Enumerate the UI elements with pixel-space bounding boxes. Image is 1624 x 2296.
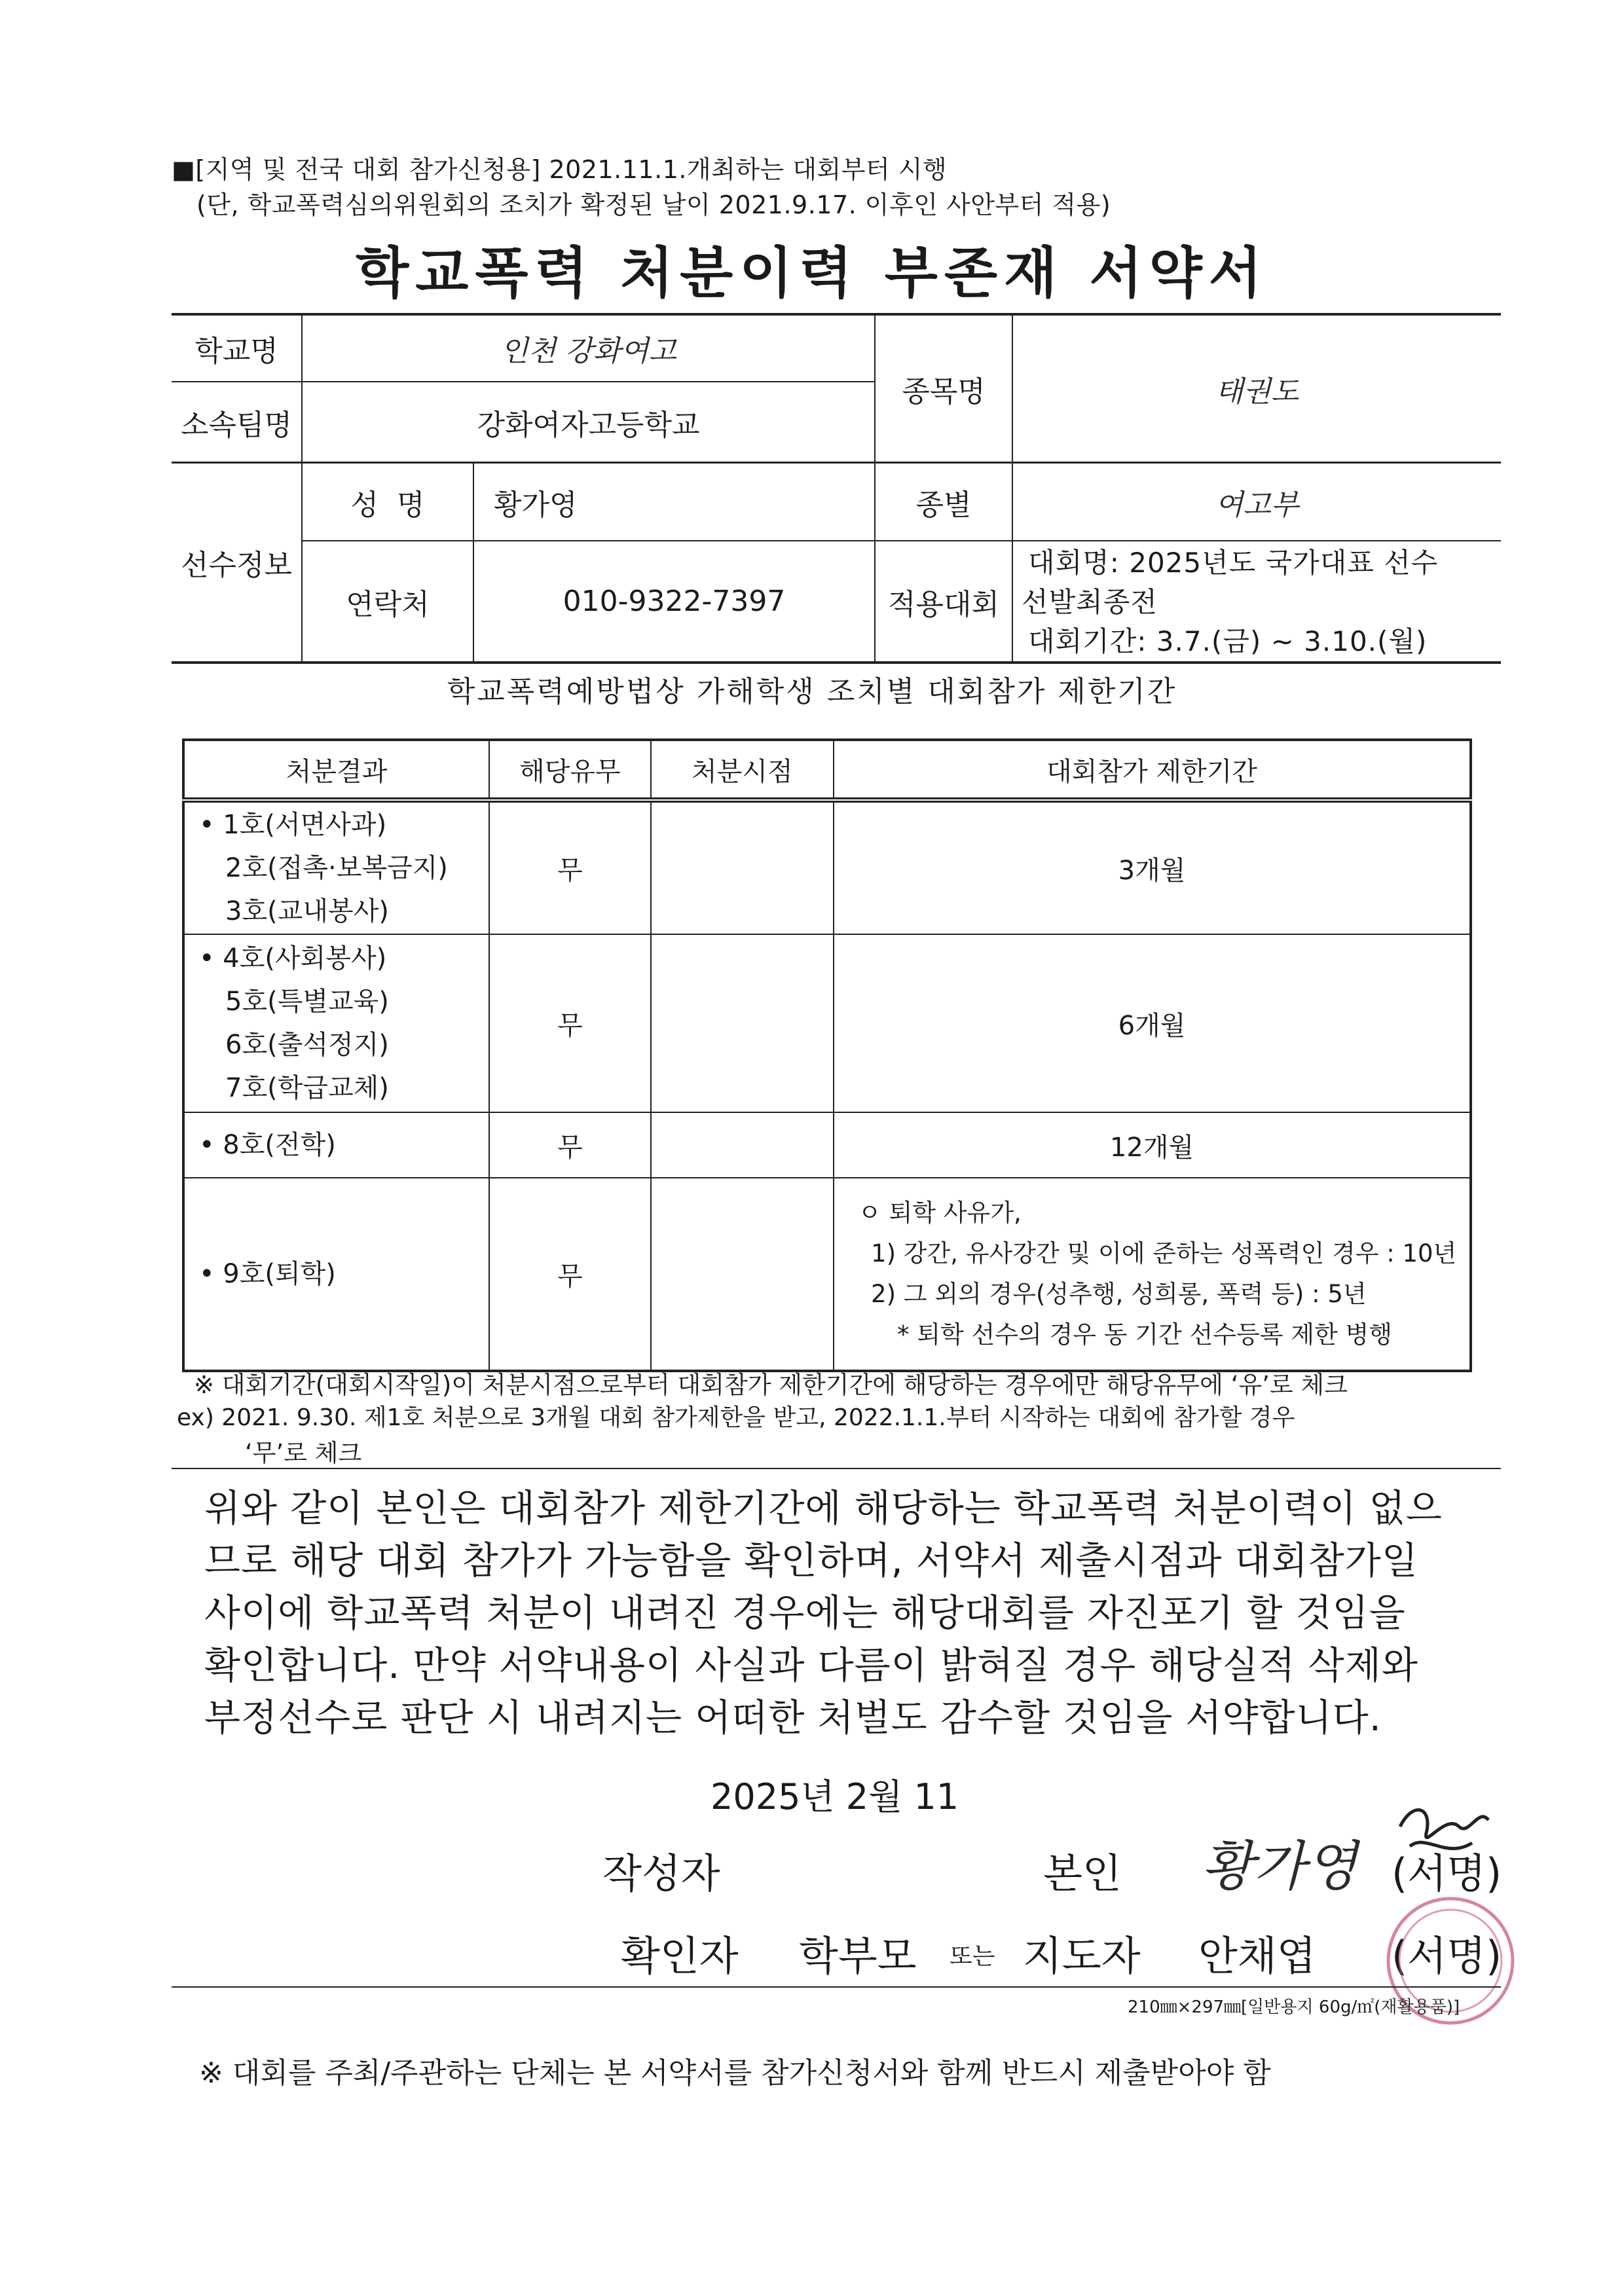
header-limit: 대회참가 제한기간 xyxy=(834,740,1471,800)
limit-cell: 12개월 xyxy=(834,1112,1471,1178)
table-note-1: ※ 대회기간(대회시작일)이 처분시점으로부터 대회참가 제한기간에 해당하는 경우에만 해당유무에 ‘유’로 체크 xyxy=(194,1371,1348,1399)
applicable-cell: 무 xyxy=(489,1178,650,1371)
limit-detail-line: 1) 강간, 유사강간 및 이에 준하는 성폭력인 경우 : 10년 xyxy=(871,1239,1457,1267)
applicable-cell: 무 xyxy=(489,800,650,934)
limit-detail-line: 2) 그 외의 경우(성추행, 성희롱, 폭력 등) : 5년 xyxy=(871,1280,1367,1308)
school-label: 학교명 xyxy=(194,335,278,368)
applicable-cell: 무 xyxy=(489,1112,650,1178)
time-cell xyxy=(651,1178,834,1371)
pledge-line: 위와 같이 본인은 대회참가 제한기간에 해당하는 학교폭력 처분이력이 없으 xyxy=(204,1487,1443,1530)
divider xyxy=(172,1468,1501,1469)
time-cell xyxy=(651,800,834,934)
pledge-line: 므로 해당 대회 참가가 가능함을 확인하며, 서약서 제출시점과 대회참가일 xyxy=(204,1539,1418,1582)
category-label: 종별 xyxy=(915,488,972,522)
divider xyxy=(172,1986,1501,1988)
pledge-line: 확인합니다. 만약 서약내용이 사실과 다름이 밝혀질 경우 해당실적 삭제와 xyxy=(204,1644,1418,1687)
result-item: • 1호(서면사과) xyxy=(199,810,387,840)
sport-value: 태권도 xyxy=(1215,374,1299,409)
contact-label: 연락처 xyxy=(346,587,430,621)
coach-sign-mark: (서명) xyxy=(1392,1932,1502,1980)
contact-value: 010-9322-7397 xyxy=(563,585,786,618)
result-cell xyxy=(183,1112,489,1178)
competition-period: 대회기간: 3.7.(금) ~ 3.10.(월) xyxy=(1028,625,1428,657)
table-note-3: ‘무’로 체크 xyxy=(245,1439,362,1467)
divider xyxy=(172,661,1501,664)
result-item: 5호(특별교육) xyxy=(225,987,389,1017)
table-header-row xyxy=(183,740,1471,800)
result-cell xyxy=(183,934,489,1112)
table-note-2: ex) 2021. 9.30. 제1호 처분으로 3개월 대회 참가제한을 받고, 2022.1.1.부터 시작하는 대회에 참가할 경우 xyxy=(177,1404,1295,1431)
notice-line-2: (단, 학교폭력심의위원회의 조치가 확정된 날이 2021.9.17. 이후인 사안부터 적용) xyxy=(196,191,1111,219)
self-signature: 황가영 xyxy=(1202,1836,1357,1898)
header-time: 처분시점 xyxy=(651,740,834,800)
header-applicable: 해당유무 xyxy=(489,740,650,800)
result-cell xyxy=(183,1178,489,1371)
writer-label: 작성자 xyxy=(602,1850,720,1897)
page-title: 학교폭력 처분이력 부존재 서약서 xyxy=(356,241,1268,305)
team-label: 소속팀명 xyxy=(180,408,292,442)
table-row xyxy=(183,1112,1471,1178)
result-item: 6호(출석정지) xyxy=(225,1030,389,1060)
result-item: • 8호(전학) xyxy=(199,1130,336,1160)
table-row xyxy=(183,1178,1471,1371)
penalty-table xyxy=(182,738,1472,1372)
self-sign-mark: (서명) xyxy=(1392,1850,1502,1897)
table-row xyxy=(183,934,1471,1112)
self-label: 본인 xyxy=(1043,1850,1122,1897)
penalty-table-subtitle: 학교폭력예방법상 가해학생 조치별 대회참가 제한기간 xyxy=(447,675,1177,708)
coach-name: 안채엽 xyxy=(1198,1932,1316,1980)
paper-spec: 210㎜×297㎜[일반용지 60g/㎡(재활용품)] xyxy=(1128,1997,1460,2017)
limit-detail-line: * 퇴학 선수의 경우 동 기간 선수등록 제한 병행 xyxy=(897,1321,1392,1349)
competition-details xyxy=(1022,543,1500,661)
table-row xyxy=(183,800,1471,934)
parent-label: 학부모 xyxy=(799,1932,917,1980)
result-item: 7호(학급교체) xyxy=(225,1073,389,1103)
limit-detail-line: ㅇ 퇴학 사유가, xyxy=(858,1199,1022,1227)
coach-label: 지도자 xyxy=(1023,1932,1141,1980)
result-item: 3호(교내봉사) xyxy=(225,896,389,926)
header-result: 처분결과 xyxy=(183,740,489,800)
footer-note: ※ 대회를 주최/주관하는 단체는 본 서약서를 참가신청서와 함께 반드시 제출받아야 함 xyxy=(199,2056,1271,2090)
time-cell xyxy=(651,934,834,1112)
sport-label: 종목명 xyxy=(902,374,986,409)
result-item: 2호(접촉·보복금지) xyxy=(225,853,448,883)
result-item: • 4호(사회봉사) xyxy=(199,943,387,974)
limit-cell: 3개월 xyxy=(834,800,1471,934)
notice-line-1: ■[지역 및 전국 대회 참가신청용] 2021.11.1.개최하는 대회부터 시행 xyxy=(172,155,948,184)
competition-name-line-1: 대회명: 2025년도 국가대표 선수 xyxy=(1028,547,1439,579)
limit-detail-cell xyxy=(834,1178,1471,1371)
pledge-text xyxy=(204,1482,1488,1744)
pledge-line: 사이에 학교폭력 처분이 내려진 경우에는 해당대회를 자진포기 할 것임을 xyxy=(204,1592,1406,1635)
competition-label: 적용대회 xyxy=(887,587,999,621)
category-value: 여고부 xyxy=(1215,488,1299,522)
result-item: • 9호(퇴학) xyxy=(199,1259,336,1289)
school-value: 인천 강화여고 xyxy=(500,335,676,368)
pledge-line: 부정선수로 판단 시 내려지는 어떠한 처벌도 감수할 것임을 서약합니다. xyxy=(204,1696,1382,1740)
limit-cell: 6개월 xyxy=(834,934,1471,1112)
team-value: 강화여자고등학교 xyxy=(477,408,700,442)
name-label: 성 명 xyxy=(350,488,425,522)
time-cell xyxy=(651,1112,834,1178)
confirmer-label: 확인자 xyxy=(621,1932,739,1980)
or-label: 또는 xyxy=(950,1943,995,1970)
name-value: 황가영 xyxy=(494,488,578,522)
player-info-label: 선수정보 xyxy=(180,549,292,582)
result-cell xyxy=(183,800,489,934)
applicable-cell: 무 xyxy=(489,934,650,1112)
competition-name-line-2: 선발최종전 xyxy=(1022,586,1158,618)
pledge-date: 2025년 2월 11 xyxy=(710,1776,959,1817)
